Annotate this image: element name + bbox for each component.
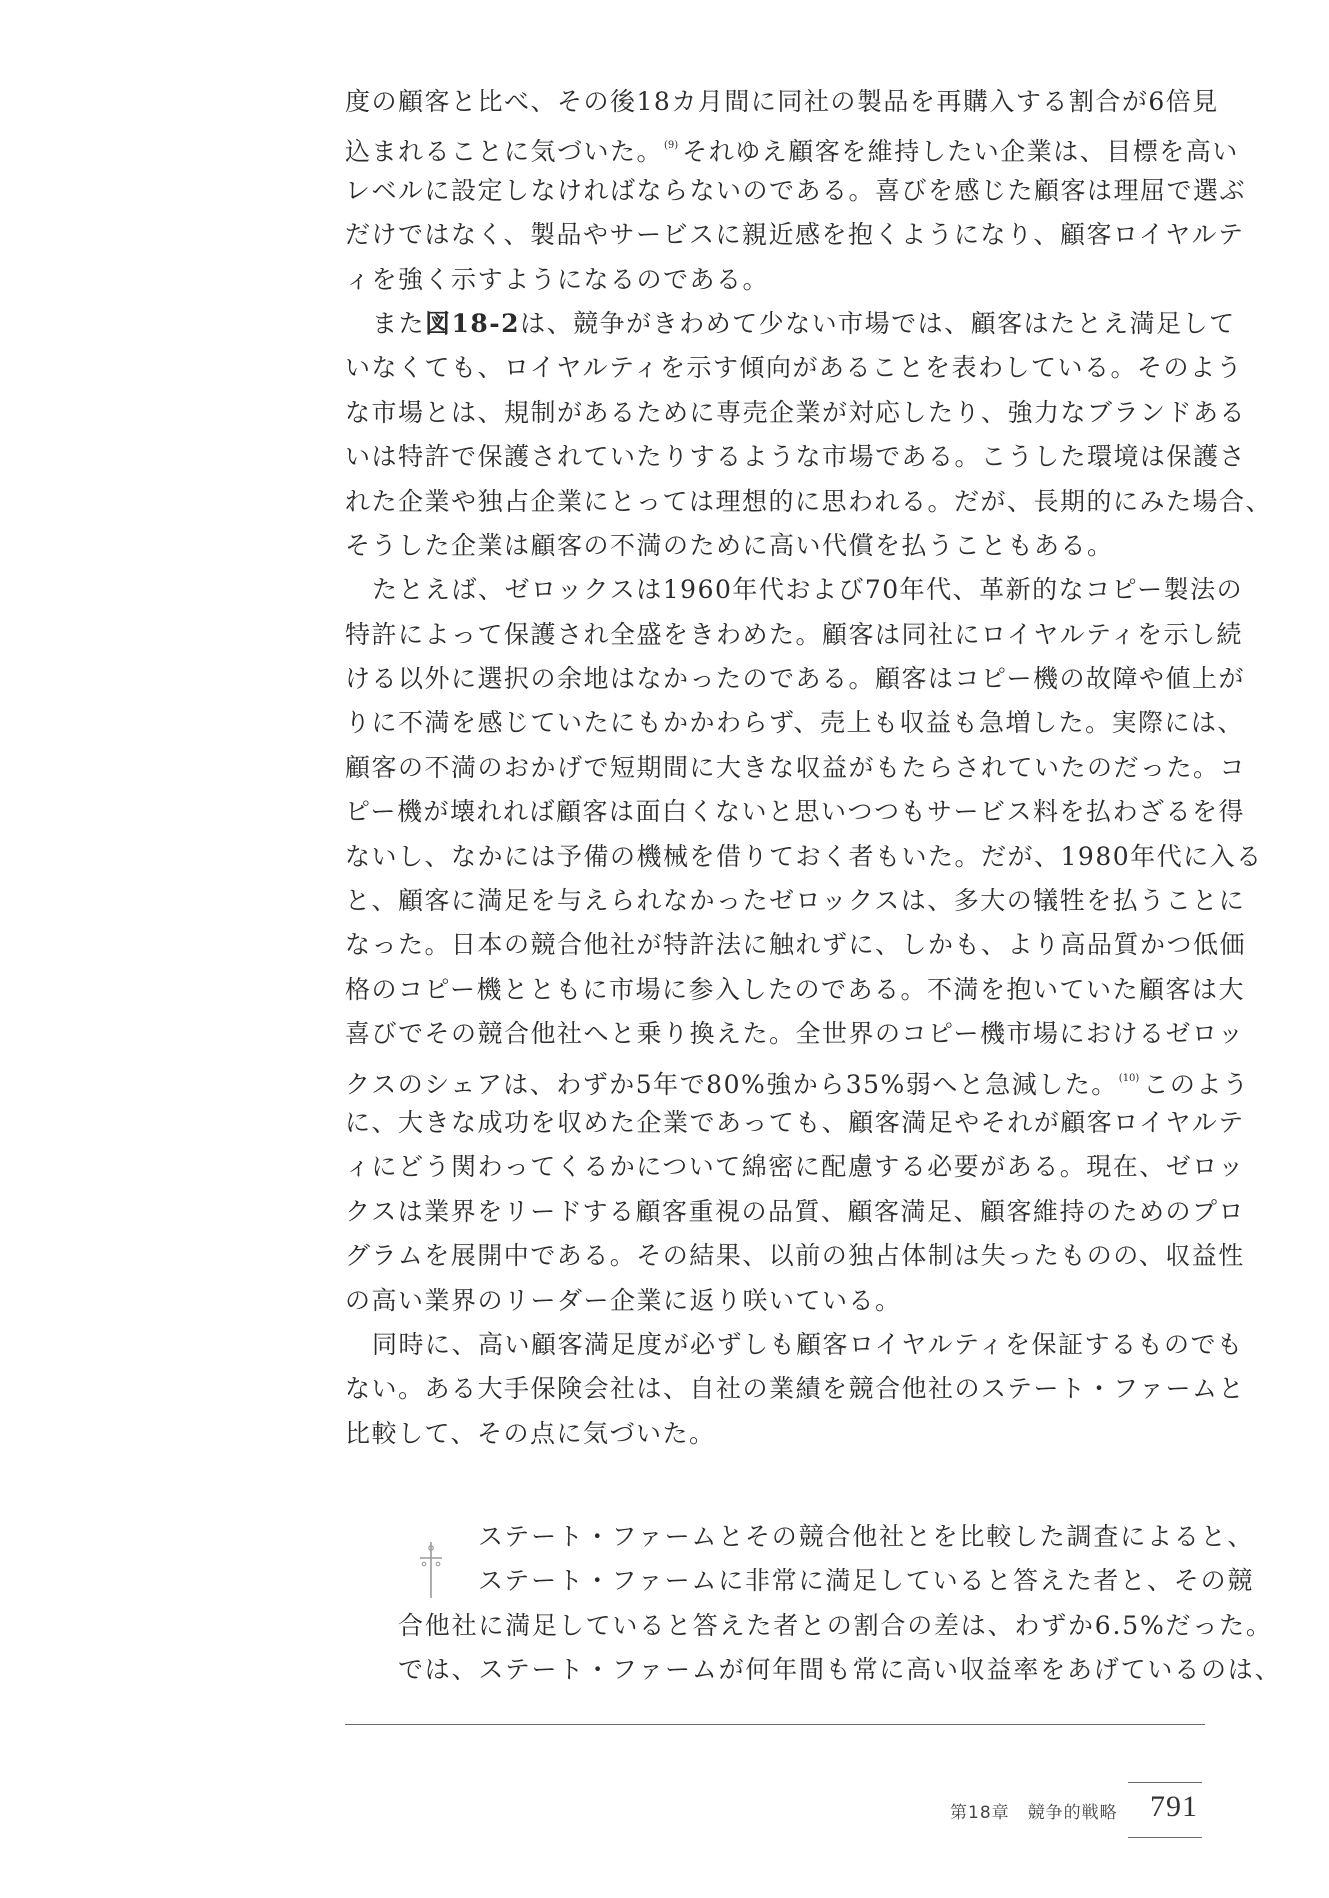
quote-line: ステート・ファームに非常に満足していると答えた者と、その競: [478, 1566, 1255, 1596]
text-line: そうした企業は顧客の不満のために高い代償を払うこともある。: [345, 530, 1114, 560]
text-line: 顧客の不満のおかげで短期間に大きな収益がもたらされていたのだった。コ: [345, 752, 1247, 782]
text-line: な市場とは、規制があるために専売企業が対応したり、強力なブランドある: [345, 397, 1247, 427]
text-line: と、顧客に満足を与えられなかったゼロックスは、多大の犠牲を払うことに: [345, 886, 1246, 916]
text-line: ける以外に選択の余地はなかったのである。顧客はコピー機の故障や値上が: [345, 664, 1246, 694]
text-line: いなくても、ロイヤルティを示す傾向があることを表わしている。そのよう: [345, 353, 1244, 383]
text-line: ないし、なかには予備の機械を借りておく者もいた。だが、1980年代に入る: [345, 841, 1263, 871]
text-line: グラムを展開中である。その結果、以前の独占体制は失ったものの、収益性: [345, 1241, 1245, 1271]
text-line: いは特許で保護されていたりするような市場である。こうした環境は保護さ: [345, 442, 1247, 472]
page-number: 791: [1150, 1790, 1198, 1823]
text-line: 度の顧客と比べ、その後18カ月間に同社の製品を再購入する割合が6倍見: [345, 87, 1219, 116]
text-line: なった。日本の競合他社が特許法に触れずに、しかも、より高品質かつ低価: [345, 930, 1247, 960]
text-line: たとえば、ゼロックスは1960年代および70年代、革新的なコピー製法の: [372, 575, 1244, 605]
text-line: 込まれることに気づいた。$^{(9)}$ それゆえ顧客を維持したい企業は、目標を高い: [345, 137, 1239, 167]
quote-line: 合他社に満足していると答えた者との割合の差は、わずか6.5%だった。: [398, 1610, 1273, 1640]
text-line: 格のコピー機とともに市場に参入したのである。不満を抱いていた顧客は大: [345, 974, 1246, 1004]
footer-rule-top: [1128, 1782, 1202, 1783]
text-line: ィを強く示すようになるのである。: [345, 264, 770, 294]
paragraph: [345, 1323, 1246, 1456]
text-line: に、大きな成功を収めた企業であっても、顧客満足やそれが顧客ロイヤルテ: [345, 1107, 1245, 1137]
body-text: [345, 80, 1273, 1456]
quote-line: では、ステート・ファームが何年間も常に高い収益率をあげているのは、: [398, 1655, 1282, 1685]
text-line: クスのシェアは、わずか5年で80%強から35%弱へと急減した。$^{(10)}$ このよう: [345, 1069, 1250, 1099]
text-line: また図18-2は、競争がきわめて少ない市場では、顧客はたとえ満足して: [372, 308, 1236, 338]
text-line: りに不満を感じていたにもかかわらず、売上も収益も急増した。実際には、: [345, 708, 1245, 738]
text-line: ない。ある大手保険会社は、自社の業績を競合他社のステート・ファームと: [345, 1374, 1246, 1404]
paragraph: [345, 302, 1273, 568]
text-line: レベルに設定しなければならないのである。喜びを感じた顧客は理屈で選ぶ: [345, 175, 1247, 205]
footnote-marker: (10): [1118, 1072, 1140, 1084]
text-line: 比較して、その点に気づいた。: [345, 1418, 716, 1448]
text-line: ィにどう関わってくるかについて綿密に配慮する必要がある。現在、ゼロッ: [345, 1152, 1245, 1182]
paragraph: [345, 80, 1247, 302]
text-line: クスは業界をリードする顧客重視の品質、顧客満足、顧客維持のためのプロ: [345, 1196, 1246, 1226]
text-line: 同時に、高い顧客満足度が必ずしも顧客ロイヤルティを保証するものでも: [372, 1329, 1244, 1359]
page-footer: [950, 1782, 1202, 1838]
text-line: の高い業界のリーダー企業に返り咲いている。: [345, 1285, 902, 1315]
divider: [345, 1724, 1205, 1725]
footnote-marker: (9): [664, 140, 679, 152]
quote-line: ステート・ファームとその競合他社とを比較した調査によると、: [478, 1522, 1255, 1551]
text-line: だけではなく、製品やサービスに親近感を抱くようになり、顧客ロイヤルテ: [345, 220, 1245, 250]
text-line: 特許によって保護され全盛をきわめた。顧客は同社にロイヤルティを示し続: [345, 619, 1244, 649]
text-line: 喜びでその競合他社へと乗り換えた。全世界のコピー機市場におけるゼロッ: [345, 1019, 1245, 1049]
text-line: ピー機が壊れれば顧客は面白くないと思いつつもサービス料を払わざるを得: [345, 797, 1246, 827]
text-line: れた企業や独占企業にとっては理想的に思われる。だが、長期的にみた場合、: [345, 486, 1273, 516]
paragraph: [345, 568, 1263, 1323]
footer-rule-bottom: [1128, 1837, 1202, 1838]
figure-reference: 図18-2: [425, 308, 521, 338]
chapter-label: 第18章 競争的戦略: [950, 1803, 1118, 1823]
case-quote: [398, 1515, 1282, 1693]
